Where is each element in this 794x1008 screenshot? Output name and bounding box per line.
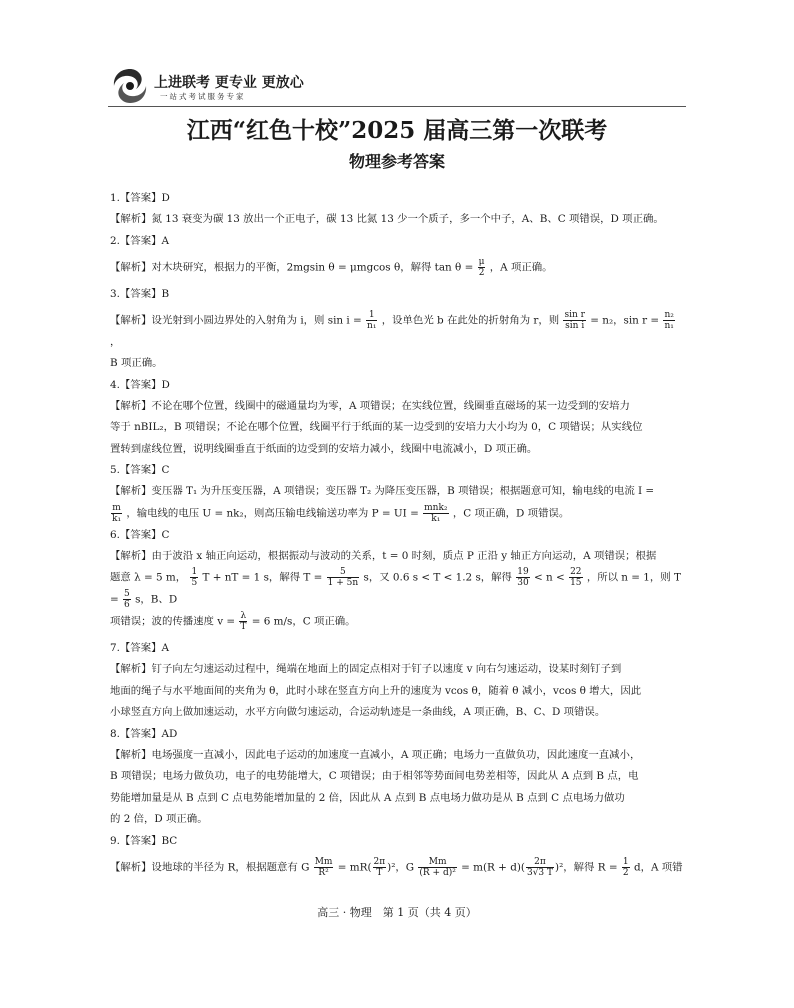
answer-label-q3: 3.【答案】B: [110, 287, 170, 300]
analysis-q2: 【解析】对木块研究，根据力的平衡，2mgsin θ = μmgcos θ，解得 tan θ = $\frac{\mu}{2}$ ，A 项正确。: [110, 256, 553, 278]
brand-tagline: 一站式考试服务专家: [160, 92, 246, 101]
analysis-q3-line2: B 项正确。: [110, 357, 163, 369]
fraction: $\frac{5}{6}$: [124, 589, 130, 610]
analysis-q2-text: 【解析】对木块研究，根据力的平衡，2mgsin θ = μmgcos θ，解得 tan θ =: [110, 261, 474, 273]
analysis-q4-line1: 【解析】不论在哪个位置，线圈中的磁通量均为零，A 项错误；在实线位置，线圈垂直磁场的某一边受到的安培力: [110, 399, 630, 412]
analysis-q3: 【解析】设光射到小圆边界处的入射角为 i，则 sin i = $\frac{1}{\text{n₁}}$ ，设单色光 b 在此处的折射角为 r，则 $\frac{\text{sin r}}{\text{sin i}}$ = n₂，sin r = $\frac{\text{n₂}}{\text{n₁}}$ ，: [110, 309, 674, 348]
analysis-q9-line1: 【解析】设地球的半径为 R，根据题意有 G $\frac{Mm}{\text{R²}}$ = mR( $\frac{2\pi}{T}$ )²，G $\frac{Mm}{\text{(R + d)²}}$ = m(R + d)( $\frac{2\pi}{3√3 T}$ )²，解得 R = $\frac{1}{2}$ d，A 项错: [110, 856, 683, 878]
fraction: $\frac{\text{mnk₂}}{\text{k₁}}$: [424, 502, 448, 524]
analysis-q7-line2: 地面的绳子与水平地面间的夹角为 θ，此时小球在竖直方向上升的速度为 vcos θ，随着 θ 减小，vcos θ 增大，因此: [110, 684, 642, 697]
fraction: $\frac{Mm}{\text{(R + d)²}}$: [419, 856, 456, 878]
fraction: $\frac{\mu}{2}$: [478, 256, 485, 278]
header-logo: [110, 66, 350, 106]
brand-slogan: 上进联考 更专业 更放心: [154, 75, 304, 91]
analysis-q8-line4: 的 2 倍，D 项正确。: [110, 813, 208, 825]
analysis-q6-line1: 【解析】由于波沿 x 轴正向运动，根据振动与波动的关系，t = 0 时刻，质点 P 正沿 y 轴正方向运动，A 项错误；根据: [110, 549, 657, 562]
analysis-q8-line3: 势能增加量是从 B 点到 C 点电势能增加量的 2 倍，因此从 A 点到 B 点电场力做功是从 B 点到 C 点电场力做功: [110, 791, 625, 804]
fraction: $\frac{2\pi}{3√3 T}$: [526, 856, 554, 878]
page-subtitle: 物理参考答案: [348, 152, 445, 171]
page-footer: 高三 · 物理 第 1 页（共 4 页）: [317, 906, 477, 919]
answer-list: [110, 188, 688, 879]
fraction: $\frac{m}{\text{k₁}}$: [112, 502, 122, 524]
fraction: $\frac{2\pi}{T}$: [373, 856, 386, 878]
fraction: $\frac{19}{30}$: [517, 567, 529, 588]
header-divider: [108, 106, 686, 107]
analysis-q6-line3: 项错误；波的传播速度 v = $\frac{\lambda}{T}$ = 6 m/s，C 项正确。: [110, 611, 356, 632]
analysis-q7-line3: 小球竖直方向上做加速运动，水平方向做匀速运动，合运动轨迹是一条曲线，A 项正确，B、C、D 项错误。: [110, 706, 606, 718]
analysis-q6-line2: 题意 λ = 5 m， $\frac{1}{5}$ T + nT = 1 s，解得 T = $\frac{5}{1 + 5n}$ s，又 0.6 s < T < 1.2 s，解得 $\frac{19}{30}$ < n < $\frac{22}{15}$ ，所以 n = 1，则 T = $\frac{5}{6}$ s，B、D: [110, 567, 681, 610]
analysis-q8-line1: 【解析】电场强度一直减小，因此电子运动的加速度一直减小，A 项正确；电场力一直做负功，因此速度一直减小，: [110, 748, 641, 761]
analysis-q5-line1: 【解析】变压器 T₁ 为升压变压器，A 项错误；变压器 T₂ 为降压变压器，B 项错误；根据题意可知，输电线的电流 I =: [110, 485, 655, 497]
analysis-q1: 【解析】氮 13 衰变为碳 13 放出一个正电子，碳 13 比氮 13 少一个质子，多一个中子，A、B、C 项错误，D 项正确。: [110, 213, 664, 225]
fraction: $\frac{\lambda}{T}$: [240, 611, 247, 632]
fraction: $\frac{Mm}{\text{R²}}$: [314, 856, 333, 878]
analysis-q5-line2: $\frac{m}{\text{k₁}}$ ，输电线的电压 U = nk₂，则高压输电线输送功率为 P = UI = $\frac{\text{mnk₂}}{\text{k₁}}$ ，C 项正确，D 项错误。: [112, 502, 570, 524]
fraction: $\frac{1}{2}$: [622, 856, 629, 878]
brand-swirl-icon: [110, 66, 150, 106]
answer-label-q1: 1.【答案】D: [110, 192, 170, 204]
fraction: $\frac{\text{n₂}}{\text{n₁}}$: [664, 309, 674, 331]
analysis-q4-line3: 置转到虚线位置，说明线圈垂直于纸面的边受到的安培力减小，线圈中电流减小，D 项正确。: [110, 442, 538, 455]
analysis-q7-line1: 【解析】钉子向左匀速运动过程中，绳端在地面上的固定点相对于钉子以速度 v 向右匀速运动，设某时刻钉子到: [110, 663, 622, 675]
fraction: $\frac{22}{15}$: [570, 567, 582, 588]
answer-label-q4: 4.【答案】D: [110, 378, 170, 391]
fraction: $\frac{5}{1 + 5n}$: [327, 567, 359, 588]
fraction: $\frac{\text{sin r}}{\text{sin i}}$: [564, 309, 585, 331]
answer-label-q6: 6.【答案】C: [110, 528, 170, 541]
answer-label-q2: 2.【答案】A: [110, 234, 169, 247]
answer-label-q8: 8.【答案】AD: [110, 727, 178, 740]
fraction: $\frac{1}{\text{n₁}}$: [367, 309, 377, 331]
page-title: 江西“红色十校”2025 届高三第一次联考: [186, 117, 608, 144]
fraction: $\frac{1}{5}$: [191, 567, 198, 588]
answer-label-q7: 7.【答案】A: [110, 642, 169, 654]
analysis-q8-line2: B 项错误；电场力做负功，电子的电势能增大，C 项错误；由于相邻等势面间电势差相等，因此从 A 点到 B 点，电: [110, 770, 639, 782]
analysis-q4-line2: 等于 nBIL₂，B 项错误；不论在哪个位置，线圈平行于纸面的某一边受到的安培力大小均为 0，C 项错误；从实线位: [110, 421, 643, 433]
answer-label-q9: 9.【答案】BC: [110, 834, 178, 847]
answer-label-q5: 5.【答案】C: [110, 464, 170, 476]
